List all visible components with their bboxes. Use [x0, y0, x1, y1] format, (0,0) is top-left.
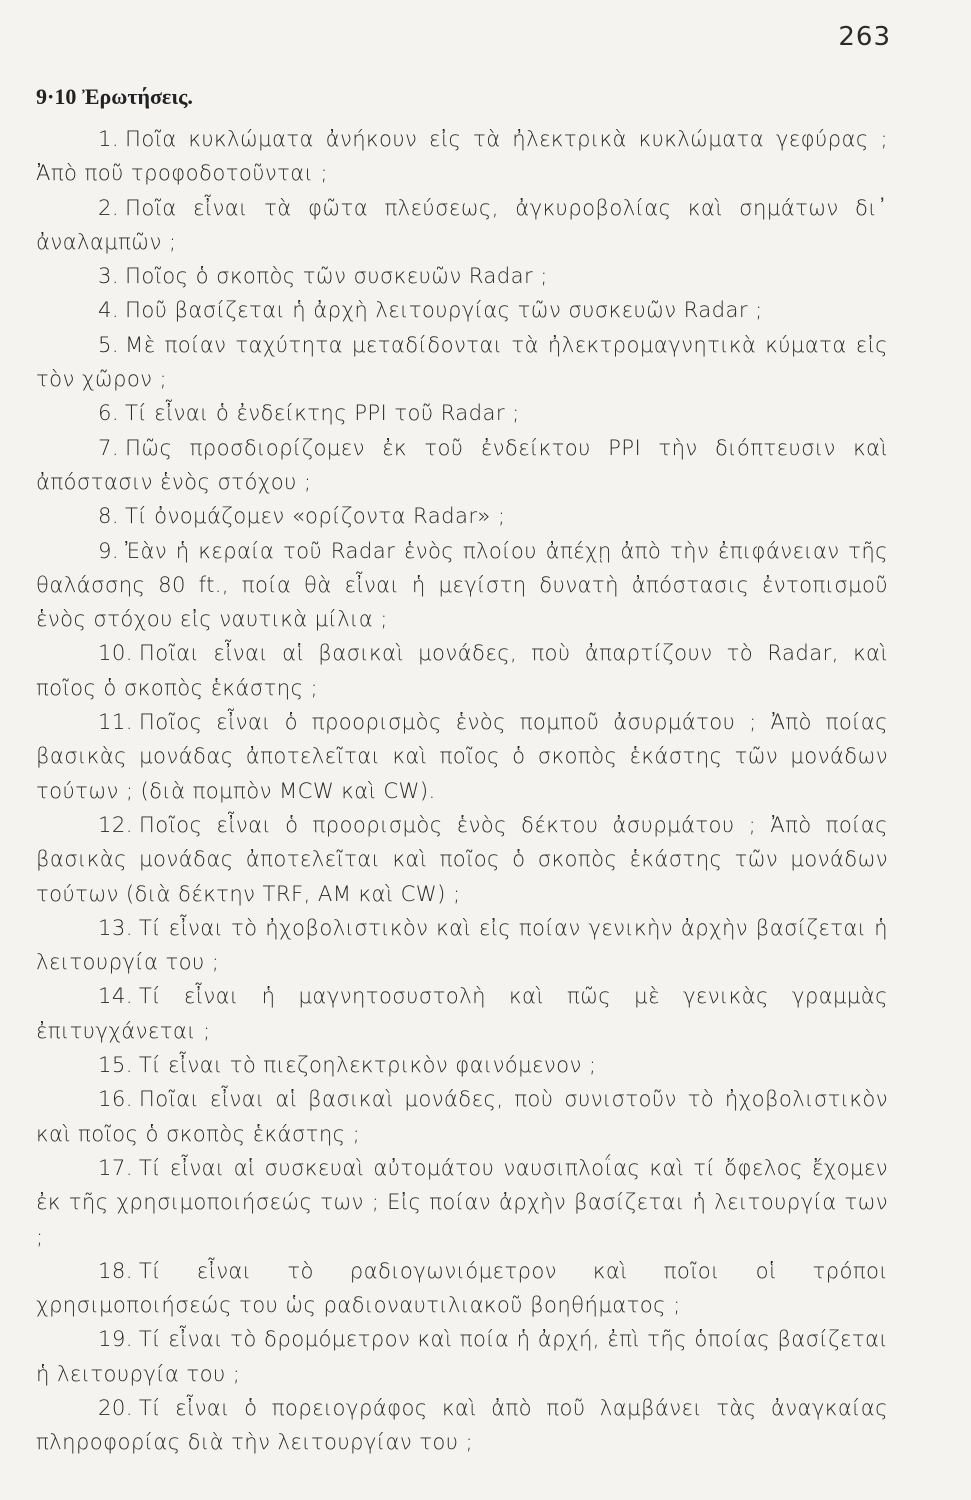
- question-item: [36, 911, 888, 980]
- question-text: Τί εἶναι τὸ ραδιογωνιόμετρον καὶ ποῖοι οἱ τρόποι χρησιμοποιήσεώς του ὡς ραδιοναυτιλιακοῦ βοηθήματος ;: [36, 1257, 888, 1318]
- question-item: [36, 499, 888, 533]
- question-text: Πῶς προσδιορίζομεν ἐκ τοῦ ἐνδείκτου PPI τὴν διόπτευσιν καὶ ἀπόστασιν ἑνὸς στόχου ;: [36, 434, 888, 494]
- question-item: [36, 122, 888, 191]
- question-number: 8.: [98, 503, 120, 529]
- section-number: 9·10: [36, 84, 77, 109]
- question-number: 10.: [98, 640, 133, 666]
- question-item: [36, 534, 888, 637]
- question-item: [36, 431, 888, 500]
- question-number: 16.: [98, 1086, 133, 1112]
- question-text: Μὲ ποίαν ταχύτητα μεταδίδονται τὰ ἠλεκτρομαγνητικὰ κύματα εἰς τὸν χῶρον ;: [36, 331, 888, 392]
- question-number: 2.: [98, 194, 120, 220]
- question-item: [36, 293, 888, 327]
- question-number: 9.: [98, 537, 120, 563]
- question-text: Τί εἶναι τὸ ἠχοβολιστικὸν καὶ εἰς ποίαν γενικὴν ἀρχὴν βασίζεται ἡ λειτουργία του ;: [36, 914, 888, 975]
- question-number: 1.: [98, 126, 120, 151]
- question-text: Ποῖα εἶναι τὰ φῶτα πλεύσεως, ἀγκυροβολίας καὶ σημάτων δι᾽ ἀναλαμπῶν ;: [36, 194, 888, 254]
- question-number: 3.: [98, 263, 120, 289]
- question-number: 18.: [98, 1257, 133, 1283]
- questions-list: [36, 122, 888, 1460]
- question-item: [36, 1322, 888, 1391]
- question-number: 11.: [98, 709, 133, 735]
- question-item: [36, 979, 888, 1048]
- question-number: 4.: [98, 297, 120, 323]
- question-number: 6.: [98, 400, 120, 426]
- question-item: [36, 1082, 888, 1151]
- question-number: 12.: [98, 811, 133, 837]
- question-number: 7.: [98, 434, 120, 460]
- question-text: Ποῖα κυκλώματα ἀνήκουν εἰς τὰ ἠλεκτρικὰ κυκλώματα γεφύρας ; Ἀπὸ ποῦ τροφοδοτοῦνται ;: [36, 126, 888, 186]
- section-title: Ἐρωτήσεις.: [81, 84, 193, 109]
- question-item: [36, 1254, 888, 1323]
- question-text: Τί εἶναι τὸ πιεζοηλεκτρικὸν φαινόμενον ;: [138, 1052, 597, 1078]
- question-item: [36, 191, 888, 260]
- question-item: [36, 705, 888, 808]
- question-number: 15.: [98, 1052, 133, 1078]
- question-text: Ποῖαι εἶναι αἱ βασικαὶ μονάδες, ποὺ συνιστοῦν τὸ ἠχοβολιστικὸν καὶ ποῖος ὁ σκοπὸς ἑκάστης ;: [36, 1086, 888, 1146]
- question-text: Τί εἶναι αἱ συσκευαὶ αὐτομάτου ναυσιπλοΐας καὶ τί ὄφελος ἔχομεν ἐκ τῆς χρησιμοποιήσεώς των ; Εἰς ποίαν ἀρχὴν βασίζεται ἡ λειτουργία των ;: [36, 1154, 888, 1249]
- question-item: [36, 1048, 888, 1082]
- question-item: [36, 808, 888, 911]
- question-number: 5.: [98, 331, 120, 357]
- question-number: 17.: [98, 1154, 133, 1180]
- question-number: 19.: [98, 1326, 133, 1352]
- question-text: Τί εἶναι ἡ μαγνητοσυστολὴ καὶ πῶς μὲ γενικὰς γραμμὰς ἐπιτυγχάνεται ;: [36, 983, 888, 1043]
- question-text: Τί ὀνομάζομεν «ορίζοντα Radar» ;: [125, 503, 506, 529]
- question-text: Τί εἶναι τὸ δρομόμετρον καὶ ποία ἡ ἀρχή, ἐπὶ τῆς ὁποίας βασίζεται ἡ λειτουργία του ;: [36, 1326, 888, 1386]
- section-heading: [36, 84, 193, 110]
- question-text: Τί εἶναι ὁ ἐνδείκτης PPI τοῦ Radar ;: [125, 400, 520, 426]
- question-text: Ποῖαι εἶναι αἱ βασικαὶ μονάδες, ποὺ ἀπαρτίζουν τὸ Radar, καὶ ποῖος ὁ σκοπὸς ἑκάστης ;: [36, 640, 888, 700]
- question-item: [36, 636, 888, 705]
- question-text: Ποῖος ὁ σκοπὸς τῶν συσκευῶν Radar ;: [125, 263, 548, 289]
- question-item: [36, 259, 888, 293]
- question-text: Ἐὰν ἡ κεραία τοῦ Radar ἑνὸς πλοίου ἀπέχῃ ἀπὸ τὴν ἐπιφάνειαν τῆς θαλάσσης 80 ft., ποία θὰ εἶναι ἡ μεγίστη δυνατὴ ἀπόστασις ἐντοπισμοῦ ἑνὸς στόχου εἰς ναυτικὰ μίλια ;: [36, 537, 888, 632]
- question-text: Τί εἶναι ὁ πορειογράφος καὶ ἀπὸ ποῦ λαμβάνει τὰς ἀναγκαίας πληροφορίας διὰ τὴν λειτουργίαν του ;: [36, 1394, 888, 1455]
- question-number: 13.: [98, 914, 133, 940]
- question-item: [36, 1151, 888, 1254]
- page-number: 263: [838, 22, 891, 52]
- question-item: [36, 1391, 888, 1460]
- question-text: Ποῖος εἶναι ὁ προορισμὸς ἑνὸς δέκτου ἀσυρμάτου ; Ἀπὸ ποίας βασικὰς μονάδας ἀποτελεῖται καὶ ποῖος ὁ σκοπὸς ἑκάστης τῶν μονάδων τούτων (διὰ δέκτην TRF, AM καὶ CW) ;: [36, 811, 888, 906]
- question-number: 14.: [98, 983, 133, 1009]
- question-item: [36, 396, 888, 430]
- question-text: Ποῦ βασίζεται ἡ ἀρχὴ λειτουργίας τῶν συσκευῶν Radar ;: [125, 297, 763, 323]
- question-text: Ποῖος εἶναι ὁ προορισμὸς ἑνὸς πομποῦ ἀσυρμάτου ; Ἀπὸ ποίας βασικὰς μονάδας ἀποτελεῖται καὶ ποῖος ὁ σκοπὸς ἑκάστης τῶν μονάδων τούτων ; (διὰ πομπὸν MCW καὶ CW).: [36, 709, 888, 803]
- question-number: 20.: [98, 1394, 133, 1420]
- question-item: [36, 328, 888, 397]
